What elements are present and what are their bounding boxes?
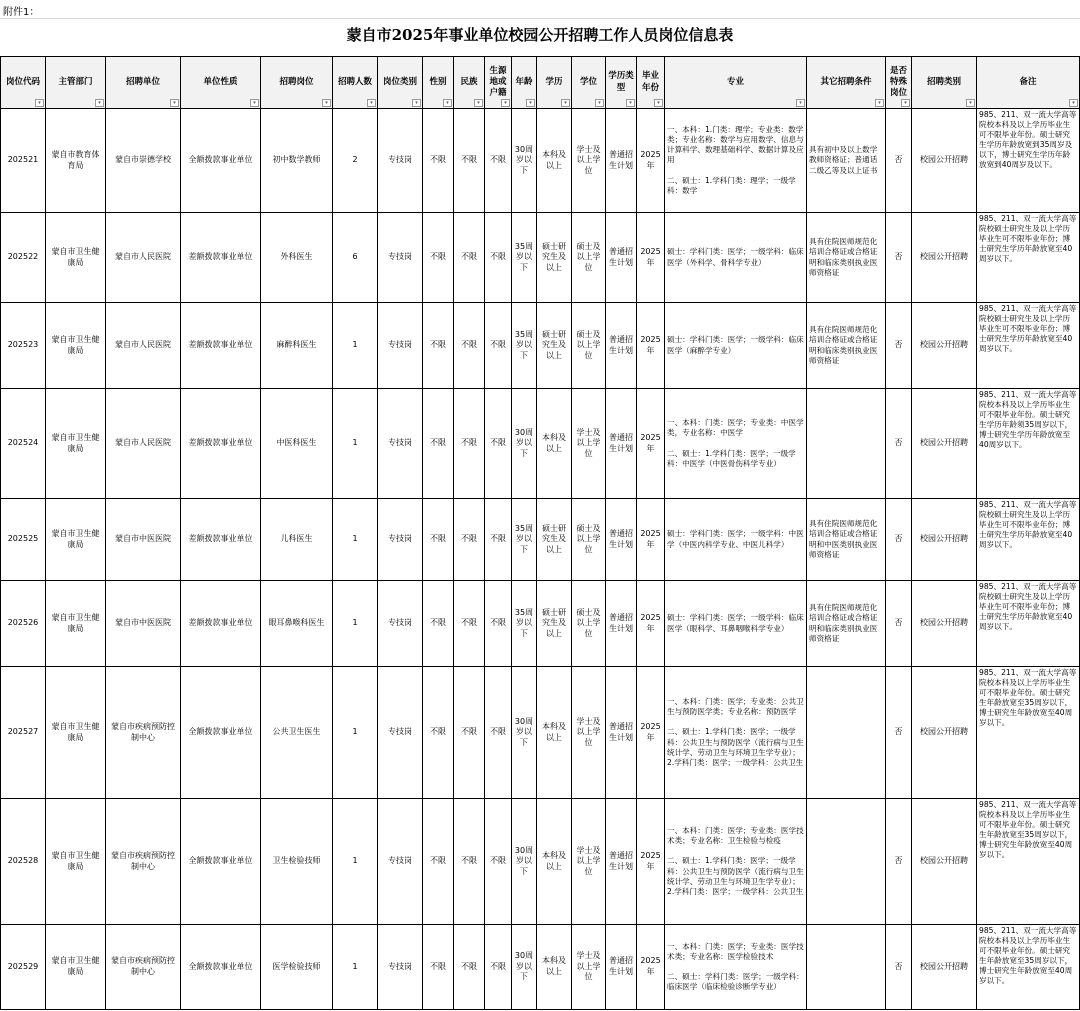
column-header <box>454 57 485 109</box>
table-row <box>1 799 1080 925</box>
table-row <box>1 389 1080 499</box>
cell-recruit-type[interactable]: 校园公开招聘 <box>912 667 977 799</box>
cell-dept[interactable]: 蒙自市卫生健康局 <box>46 667 106 799</box>
cell-note[interactable]: 985、211、双一流大学高等院校本科及以上学历毕业生可不限毕业年份。硕士研究生年龄放宽至35周岁以下，博士研究生年龄放宽至40周岁以下。 <box>977 925 1080 1010</box>
cell-nature[interactable]: 全额拨款事业单位 <box>181 667 261 799</box>
cell-major[interactable]: 一、本科：1.门类：理学；专业类：数学类；专业名称：数学与应用数学、信息与计算科学、数理基础科学、数据计算及应用 二、硕士：1.学科门类：理学；一级学科：数学 <box>665 109 807 213</box>
page-title: 蒙自市2025年事业单位校园公开招聘工作人员岗位信息表 <box>346 26 734 44</box>
cell-degree[interactable]: 学士及以上学位 <box>572 109 606 213</box>
column-header-label: 招聘类别 <box>926 76 961 87</box>
cell-age[interactable]: 30周岁以下 <box>512 389 537 499</box>
cell-special[interactable]: 否 <box>886 581 912 667</box>
cell-major[interactable]: 硕士：学科门类：医学；一级学科：临床医学（外科学、骨科学专业） <box>665 213 807 303</box>
table-body <box>1 109 1080 1010</box>
cell-ethnic[interactable]: 不限 <box>454 303 485 389</box>
cell-other[interactable] <box>807 389 886 499</box>
column-header <box>912 57 977 109</box>
cell-special[interactable]: 否 <box>886 667 912 799</box>
cell-degree[interactable]: 硕士及以上学位 <box>572 303 606 389</box>
cell-code[interactable]: 202524 <box>1 389 46 499</box>
cell-gender[interactable]: 不限 <box>423 581 454 667</box>
cell-count[interactable]: 1 <box>333 389 378 499</box>
cell-edu-type[interactable]: 普通招生计划 <box>606 581 637 667</box>
cell-origin[interactable]: 不限 <box>485 109 512 213</box>
table-row <box>1 303 1080 389</box>
cell-category[interactable]: 专技岗 <box>378 109 423 213</box>
cell-note[interactable]: 985、211、双一流大学高等院校本科及以上学历毕业生可不限毕业年份。硕士研究生年龄放宽至35周岁以下，博士研究生年龄放宽至40周岁以下。 <box>977 667 1080 799</box>
cell-post[interactable]: 公共卫生医生 <box>261 667 333 799</box>
cell-code[interactable]: 202521 <box>1 109 46 213</box>
cell-age[interactable]: 30周岁以下 <box>512 799 537 925</box>
cell-dept[interactable]: 蒙自市卫生健康局 <box>46 925 106 1010</box>
column-header <box>537 57 572 109</box>
column-header-label: 招聘岗位 <box>279 76 314 87</box>
column-header <box>333 57 378 109</box>
cell-post[interactable]: 麻醉科医生 <box>261 303 333 389</box>
table-row <box>1 213 1080 303</box>
column-header <box>46 57 106 109</box>
cell-note[interactable]: 985、211、双一流大学高等院校本科及以上学历毕业生可不限毕业年份。硕士研究生学历年龄须35周岁以下，博士研究生学历年龄放宽至40周岁以下。 <box>977 389 1080 499</box>
cell-grad-year[interactable]: 2025年 <box>637 499 665 581</box>
cell-edu-type[interactable]: 普通招生计划 <box>606 799 637 925</box>
column-header-label: 招聘单位 <box>125 76 160 87</box>
filter-dropdown-icon[interactable]: ▾ <box>322 99 331 107</box>
cell-dept[interactable]: 蒙自市卫生健康局 <box>46 303 106 389</box>
cell-gender[interactable]: 不限 <box>423 389 454 499</box>
column-header-label: 学历 <box>545 76 563 87</box>
cell-note[interactable]: 985、211、双一流大学高等院校硕士研究生及以上学历毕业生可不限毕业年份；博士研究生学历年龄放宽至40周岁以下。 <box>977 303 1080 389</box>
cell-other[interactable]: 具有住院医师规范化培训合格证或合格证明和临床类别执业医师资格证 <box>807 213 886 303</box>
cell-grad-year[interactable]: 2025年 <box>637 109 665 213</box>
filter-dropdown-icon[interactable]: ▾ <box>250 99 259 107</box>
cell-note[interactable]: 985、211、双一流大学高等院校硕士研究生及以上学历毕业生可不限毕业年份；博士研究生学历年龄放宽至40周岁以下。 <box>977 581 1080 667</box>
cell-other[interactable]: 具有住院医师规范化培训合格证或合格证明和中医类别执业医师资格证 <box>807 499 886 581</box>
cell-major[interactable]: 一、本科：门类：医学；专业类：中医学类，专业名称：中医学 二、硕士：1.学科门类：医学；一级学科：中医学（中医骨伤科学专业） <box>665 389 807 499</box>
column-header-label: 招聘人数 <box>337 76 372 87</box>
filter-dropdown-icon[interactable]: ▾ <box>367 99 376 107</box>
cell-category[interactable]: 专技岗 <box>378 581 423 667</box>
cell-count[interactable]: 1 <box>333 303 378 389</box>
cell-unit[interactable]: 蒙自市疾病预防控制中心 <box>106 799 181 925</box>
column-header-label: 备注 <box>1019 76 1037 87</box>
cell-recruit-type[interactable]: 校园公开招聘 <box>912 389 977 499</box>
cell-count[interactable]: 1 <box>333 925 378 1010</box>
cell-nature[interactable]: 差额拨款事业单位 <box>181 389 261 499</box>
cell-origin[interactable]: 不限 <box>485 303 512 389</box>
cell-ethnic[interactable]: 不限 <box>454 799 485 925</box>
cell-category[interactable]: 专技岗 <box>378 667 423 799</box>
cell-count[interactable]: 1 <box>333 799 378 925</box>
cell-recruit-type[interactable]: 校园公开招聘 <box>912 925 977 1010</box>
cell-gender[interactable]: 不限 <box>423 499 454 581</box>
cell-other[interactable] <box>807 925 886 1010</box>
cell-recruit-type[interactable]: 校园公开招聘 <box>912 581 977 667</box>
column-header <box>1 57 46 109</box>
column-header-label: 毕业年份 <box>641 71 659 93</box>
cell-count[interactable]: 1 <box>333 581 378 667</box>
cell-age[interactable]: 30周岁以下 <box>512 667 537 799</box>
cell-edu[interactable]: 硕士研究生及以上 <box>537 303 572 389</box>
cell-recruit-type[interactable]: 校园公开招聘 <box>912 109 977 213</box>
cell-recruit-type[interactable]: 校园公开招聘 <box>912 213 977 303</box>
cell-degree[interactable]: 学士及以上学位 <box>572 799 606 925</box>
column-header <box>572 57 606 109</box>
cell-post[interactable]: 卫生检验技师 <box>261 799 333 925</box>
cell-origin[interactable]: 不限 <box>485 213 512 303</box>
cell-edu[interactable]: 硕士研究生及以上 <box>537 213 572 303</box>
cell-category[interactable]: 专技岗 <box>378 213 423 303</box>
cell-special[interactable]: 否 <box>886 109 912 213</box>
cell-unit[interactable]: 蒙自市人民医院 <box>106 303 181 389</box>
filter-dropdown-icon[interactable]: ▾ <box>626 99 635 107</box>
cell-special[interactable]: 否 <box>886 213 912 303</box>
cell-ethnic[interactable]: 不限 <box>454 581 485 667</box>
cell-gender[interactable]: 不限 <box>423 799 454 925</box>
sheet-gridline <box>0 18 1080 19</box>
cell-grad-year[interactable]: 2025年 <box>637 213 665 303</box>
filter-dropdown-icon[interactable]: ▾ <box>412 99 421 107</box>
filter-dropdown-icon[interactable]: ▾ <box>501 99 510 107</box>
cell-grad-year[interactable]: 2025年 <box>637 667 665 799</box>
cell-edu[interactable]: 本科及以上 <box>537 799 572 925</box>
cell-unit[interactable]: 蒙自市崇德学校 <box>106 109 181 213</box>
cell-special[interactable]: 否 <box>886 925 912 1010</box>
filter-dropdown-icon[interactable]: ▾ <box>443 99 452 107</box>
cell-post[interactable]: 医学检验技师 <box>261 925 333 1010</box>
cell-other[interactable]: 具有初中及以上数学教师资格证；普通话二级乙等及以上证书 <box>807 109 886 213</box>
cell-edu[interactable]: 本科及以上 <box>537 925 572 1010</box>
cell-edu[interactable]: 硕士研究生及以上 <box>537 499 572 581</box>
cell-note[interactable]: 985、211、双一流大学高等院校硕士研究生及以上学历毕业生可不限毕业年份；博士研究生学历年龄放宽至40周岁以下。 <box>977 213 1080 303</box>
cell-special[interactable]: 否 <box>886 389 912 499</box>
cell-major[interactable]: 硕士：学科门类：医学；一级学科：中医学（中医内科学专业、中医儿科学） <box>665 499 807 581</box>
cell-age[interactable]: 35周岁以下 <box>512 213 537 303</box>
cell-category[interactable]: 专技岗 <box>378 303 423 389</box>
filter-dropdown-icon[interactable]: ▾ <box>796 99 805 107</box>
filter-dropdown-icon[interactable]: ▾ <box>474 99 483 107</box>
column-header <box>485 57 512 109</box>
cell-ethnic[interactable]: 不限 <box>454 499 485 581</box>
column-header <box>261 57 333 109</box>
header-row <box>1 57 1080 109</box>
column-header-label: 民族 <box>460 76 478 87</box>
cell-major[interactable]: 一、本科：门类：医学；专业类：医学技术类；专业名称：卫生检验与检疫 二、硕士：1.学科门类：医学；一级学科：公共卫生与预防医学（流行病与卫生统计学、劳动卫生与环境卫生学专业）；2.学科门类：医学；一级学科：公共卫生 <box>665 799 807 925</box>
cell-grad-year[interactable]: 2025年 <box>637 303 665 389</box>
column-header-label: 是否特殊岗位 <box>889 65 907 99</box>
cell-count[interactable]: 1 <box>333 667 378 799</box>
column-header-label: 岗位代码 <box>5 76 40 87</box>
cell-edu[interactable]: 本科及以上 <box>537 389 572 499</box>
column-header <box>512 57 537 109</box>
cell-post[interactable]: 儿科医生 <box>261 499 333 581</box>
recruitment-table <box>0 56 1080 1010</box>
filter-dropdown-icon[interactable]: ▾ <box>526 99 535 107</box>
cell-other[interactable]: 具有住院医师规范化培训合格证或合格证明和临床类别执业医师资格证 <box>807 303 886 389</box>
cell-dept[interactable]: 蒙自市卫生健康局 <box>46 799 106 925</box>
cell-category[interactable]: 专技岗 <box>378 389 423 499</box>
cell-edu-type[interactable]: 普通招生计划 <box>606 925 637 1010</box>
cell-degree[interactable]: 学士及以上学位 <box>572 389 606 499</box>
cell-edu[interactable]: 硕士研究生及以上 <box>537 581 572 667</box>
cell-nature[interactable]: 差额拨款事业单位 <box>181 213 261 303</box>
table-row <box>1 499 1080 581</box>
cell-recruit-type[interactable]: 校园公开招聘 <box>912 303 977 389</box>
cell-unit[interactable]: 蒙自市中医医院 <box>106 581 181 667</box>
filter-dropdown-icon[interactable]: ▾ <box>561 99 570 107</box>
cell-unit[interactable]: 蒙自市中医医院 <box>106 499 181 581</box>
column-header <box>423 57 454 109</box>
cell-code[interactable]: 202526 <box>1 581 46 667</box>
filter-dropdown-icon[interactable]: ▾ <box>875 99 884 107</box>
cell-code[interactable]: 202525 <box>1 499 46 581</box>
cell-note[interactable]: 985、211、双一流大学高等院校本科及以上学历毕业生可不限毕业年份。硕士研究生学历年龄放宽到35周岁及以下，博士研究生学历年龄放宽到40周岁及以下。 <box>977 109 1080 213</box>
cell-grad-year[interactable]: 2025年 <box>637 581 665 667</box>
cell-recruit-type[interactable]: 校园公开招聘 <box>912 799 977 925</box>
cell-ethnic[interactable]: 不限 <box>454 667 485 799</box>
cell-grad-year[interactable]: 2025年 <box>637 799 665 925</box>
cell-degree[interactable]: 硕士及以上学位 <box>572 499 606 581</box>
cell-edu-type[interactable]: 普通招生计划 <box>606 303 637 389</box>
cell-count[interactable]: 6 <box>333 213 378 303</box>
cell-code[interactable]: 202527 <box>1 667 46 799</box>
column-header-label: 专业 <box>726 76 744 87</box>
cell-other[interactable] <box>807 799 886 925</box>
cell-degree[interactable]: 硕士及以上学位 <box>572 581 606 667</box>
cell-edu-type[interactable]: 普通招生计划 <box>606 213 637 303</box>
cell-other[interactable] <box>807 667 886 799</box>
cell-gender[interactable]: 不限 <box>423 303 454 389</box>
column-header <box>807 57 886 109</box>
cell-nature[interactable]: 全额拨款事业单位 <box>181 799 261 925</box>
cell-post[interactable]: 眼耳鼻喉科医生 <box>261 581 333 667</box>
cell-origin[interactable]: 不限 <box>485 499 512 581</box>
cell-major[interactable]: 一、本科：门类：医学；专业类：公共卫生与预防医学类；专业名称：预防医学 二、硕士：1.学科门类：医学；一级学科：公共卫生与预防医学（流行病与卫生统计学、劳动卫生与环境卫生学专业）；2.学科门类：医学；一级学科：公共卫生 <box>665 667 807 799</box>
cell-unit[interactable]: 蒙自市人民医院 <box>106 213 181 303</box>
cell-degree[interactable]: 学士及以上学位 <box>572 667 606 799</box>
cell-age[interactable]: 35周岁以下 <box>512 303 537 389</box>
column-header-label: 主管部门 <box>58 76 93 87</box>
cell-major[interactable]: 硕士：学科门类：医学；一级学科：临床医学（麻醉学专业） <box>665 303 807 389</box>
column-header-label: 年龄 <box>515 76 533 87</box>
cell-origin[interactable]: 不限 <box>485 925 512 1010</box>
cell-category[interactable]: 专技岗 <box>378 499 423 581</box>
column-header-label: 其它招聘条件 <box>820 76 872 87</box>
cell-code[interactable]: 202529 <box>1 925 46 1010</box>
cell-nature[interactable]: 全额拨款事业单位 <box>181 925 261 1010</box>
cell-dept[interactable]: 蒙自市卫生健康局 <box>46 389 106 499</box>
column-header-label: 生源地或户籍 <box>489 65 507 99</box>
column-header-label: 学历类型 <box>608 71 634 93</box>
filter-dropdown-icon[interactable]: ▾ <box>35 99 44 107</box>
cell-unit[interactable]: 蒙自市疾病预防控制中心 <box>106 925 181 1010</box>
filter-dropdown-icon[interactable]: ▾ <box>654 99 663 107</box>
cell-category[interactable]: 专技岗 <box>378 799 423 925</box>
column-header <box>106 57 181 109</box>
cell-major[interactable]: 一、本科：门类：医学；专业类：医学技术类；专业名称：医学检验技术 二、硕士：学科门类：医学；一级学科：临床医学（临床检验诊断学专业） <box>665 925 807 1010</box>
cell-gender[interactable]: 不限 <box>423 109 454 213</box>
column-header-label: 性别 <box>429 76 447 87</box>
cell-major[interactable]: 硕士：学科门类：医学；一级学科：临床医学（眼科学、耳鼻咽喉科学专业） <box>665 581 807 667</box>
cell-edu-type[interactable]: 普通招生计划 <box>606 389 637 499</box>
cell-nature[interactable]: 差额拨款事业单位 <box>181 303 261 389</box>
column-header <box>665 57 807 109</box>
cell-nature[interactable]: 差额拨款事业单位 <box>181 499 261 581</box>
cell-post[interactable]: 中医科医生 <box>261 389 333 499</box>
cell-ethnic[interactable]: 不限 <box>454 109 485 213</box>
cell-origin[interactable]: 不限 <box>485 581 512 667</box>
cell-code[interactable]: 202522 <box>1 213 46 303</box>
cell-recruit-type[interactable]: 校园公开招聘 <box>912 499 977 581</box>
cell-edu[interactable]: 本科及以上 <box>537 667 572 799</box>
cell-nature[interactable]: 全额拨款事业单位 <box>181 109 261 213</box>
cell-special[interactable]: 否 <box>886 303 912 389</box>
column-header <box>606 57 637 109</box>
table-row <box>1 109 1080 213</box>
column-header <box>977 57 1080 109</box>
cell-dept[interactable]: 蒙自市卫生健康局 <box>46 581 106 667</box>
cell-note[interactable]: 985、211、双一流大学高等院校硕士研究生及以上学历毕业生可不限毕业年份；博士研究生学历年龄放宽至40周岁以下。 <box>977 499 1080 581</box>
filter-dropdown-icon[interactable]: ▾ <box>170 99 179 107</box>
cell-origin[interactable]: 不限 <box>485 389 512 499</box>
cell-age[interactable]: 35周岁以下 <box>512 581 537 667</box>
filter-dropdown-icon[interactable]: ▾ <box>966 99 975 107</box>
cell-other[interactable]: 具有住院医师规范化培训合格证或合格证明和临床类别执业医师资格证 <box>807 581 886 667</box>
cell-nature[interactable]: 差额拨款事业单位 <box>181 581 261 667</box>
cell-degree[interactable]: 学士及以上学位 <box>572 925 606 1010</box>
cell-dept[interactable]: 蒙自市教育体育局 <box>46 109 106 213</box>
cell-grad-year[interactable]: 2025年 <box>637 925 665 1010</box>
column-header-label: 单位性质 <box>203 76 238 87</box>
cell-ethnic[interactable]: 不限 <box>454 213 485 303</box>
table-row <box>1 925 1080 1010</box>
cell-special[interactable]: 否 <box>886 499 912 581</box>
cell-unit[interactable]: 蒙自市疾病预防控制中心 <box>106 667 181 799</box>
cell-count[interactable]: 1 <box>333 499 378 581</box>
annex-label: 附件1： <box>3 7 40 18</box>
cell-gender[interactable]: 不限 <box>423 925 454 1010</box>
column-header <box>637 57 665 109</box>
cell-post[interactable]: 初中数学教师 <box>261 109 333 213</box>
cell-edu-type[interactable]: 普通招生计划 <box>606 109 637 213</box>
table-row <box>1 667 1080 799</box>
cell-edu-type[interactable]: 普通招生计划 <box>606 499 637 581</box>
filter-dropdown-icon[interactable]: ▾ <box>595 99 604 107</box>
cell-degree[interactable]: 硕士及以上学位 <box>572 213 606 303</box>
cell-ethnic[interactable]: 不限 <box>454 925 485 1010</box>
cell-special[interactable]: 否 <box>886 799 912 925</box>
column-header-label: 学位 <box>579 76 597 87</box>
cell-grad-year[interactable]: 2025年 <box>637 389 665 499</box>
cell-origin[interactable]: 不限 <box>485 799 512 925</box>
filter-dropdown-icon[interactable]: ▾ <box>95 99 104 107</box>
cell-unit[interactable]: 蒙自市人民医院 <box>106 389 181 499</box>
cell-gender[interactable]: 不限 <box>423 213 454 303</box>
cell-post[interactable]: 外科医生 <box>261 213 333 303</box>
cell-gender[interactable]: 不限 <box>423 667 454 799</box>
cell-note[interactable]: 985、211、双一流大学高等院校本科及以上学历毕业生可不限毕业年份。硕士研究生年龄放宽至35周岁以下，博士研究生年龄放宽至40周岁以下。 <box>977 799 1080 925</box>
cell-edu-type[interactable]: 普通招生计划 <box>606 667 637 799</box>
cell-origin[interactable]: 不限 <box>485 667 512 799</box>
cell-edu[interactable]: 本科及以上 <box>537 109 572 213</box>
cell-code[interactable]: 202528 <box>1 799 46 925</box>
table-row <box>1 581 1080 667</box>
cell-dept[interactable]: 蒙自市卫生健康局 <box>46 499 106 581</box>
cell-age[interactable]: 35周岁以下 <box>512 499 537 581</box>
column-header-label: 岗位类别 <box>382 76 417 87</box>
filter-dropdown-icon[interactable]: ▾ <box>901 99 910 107</box>
filter-dropdown-icon[interactable]: ▾ <box>1069 99 1078 107</box>
cell-age[interactable]: 30周岁以下 <box>512 109 537 213</box>
cell-code[interactable]: 202523 <box>1 303 46 389</box>
cell-ethnic[interactable]: 不限 <box>454 389 485 499</box>
cell-count[interactable]: 2 <box>333 109 378 213</box>
cell-age[interactable]: 30周岁以下 <box>512 925 537 1010</box>
column-header <box>886 57 912 109</box>
column-header <box>378 57 423 109</box>
column-header <box>181 57 261 109</box>
cell-dept[interactable]: 蒙自市卫生健康局 <box>46 213 106 303</box>
cell-category[interactable]: 专技岗 <box>378 925 423 1010</box>
